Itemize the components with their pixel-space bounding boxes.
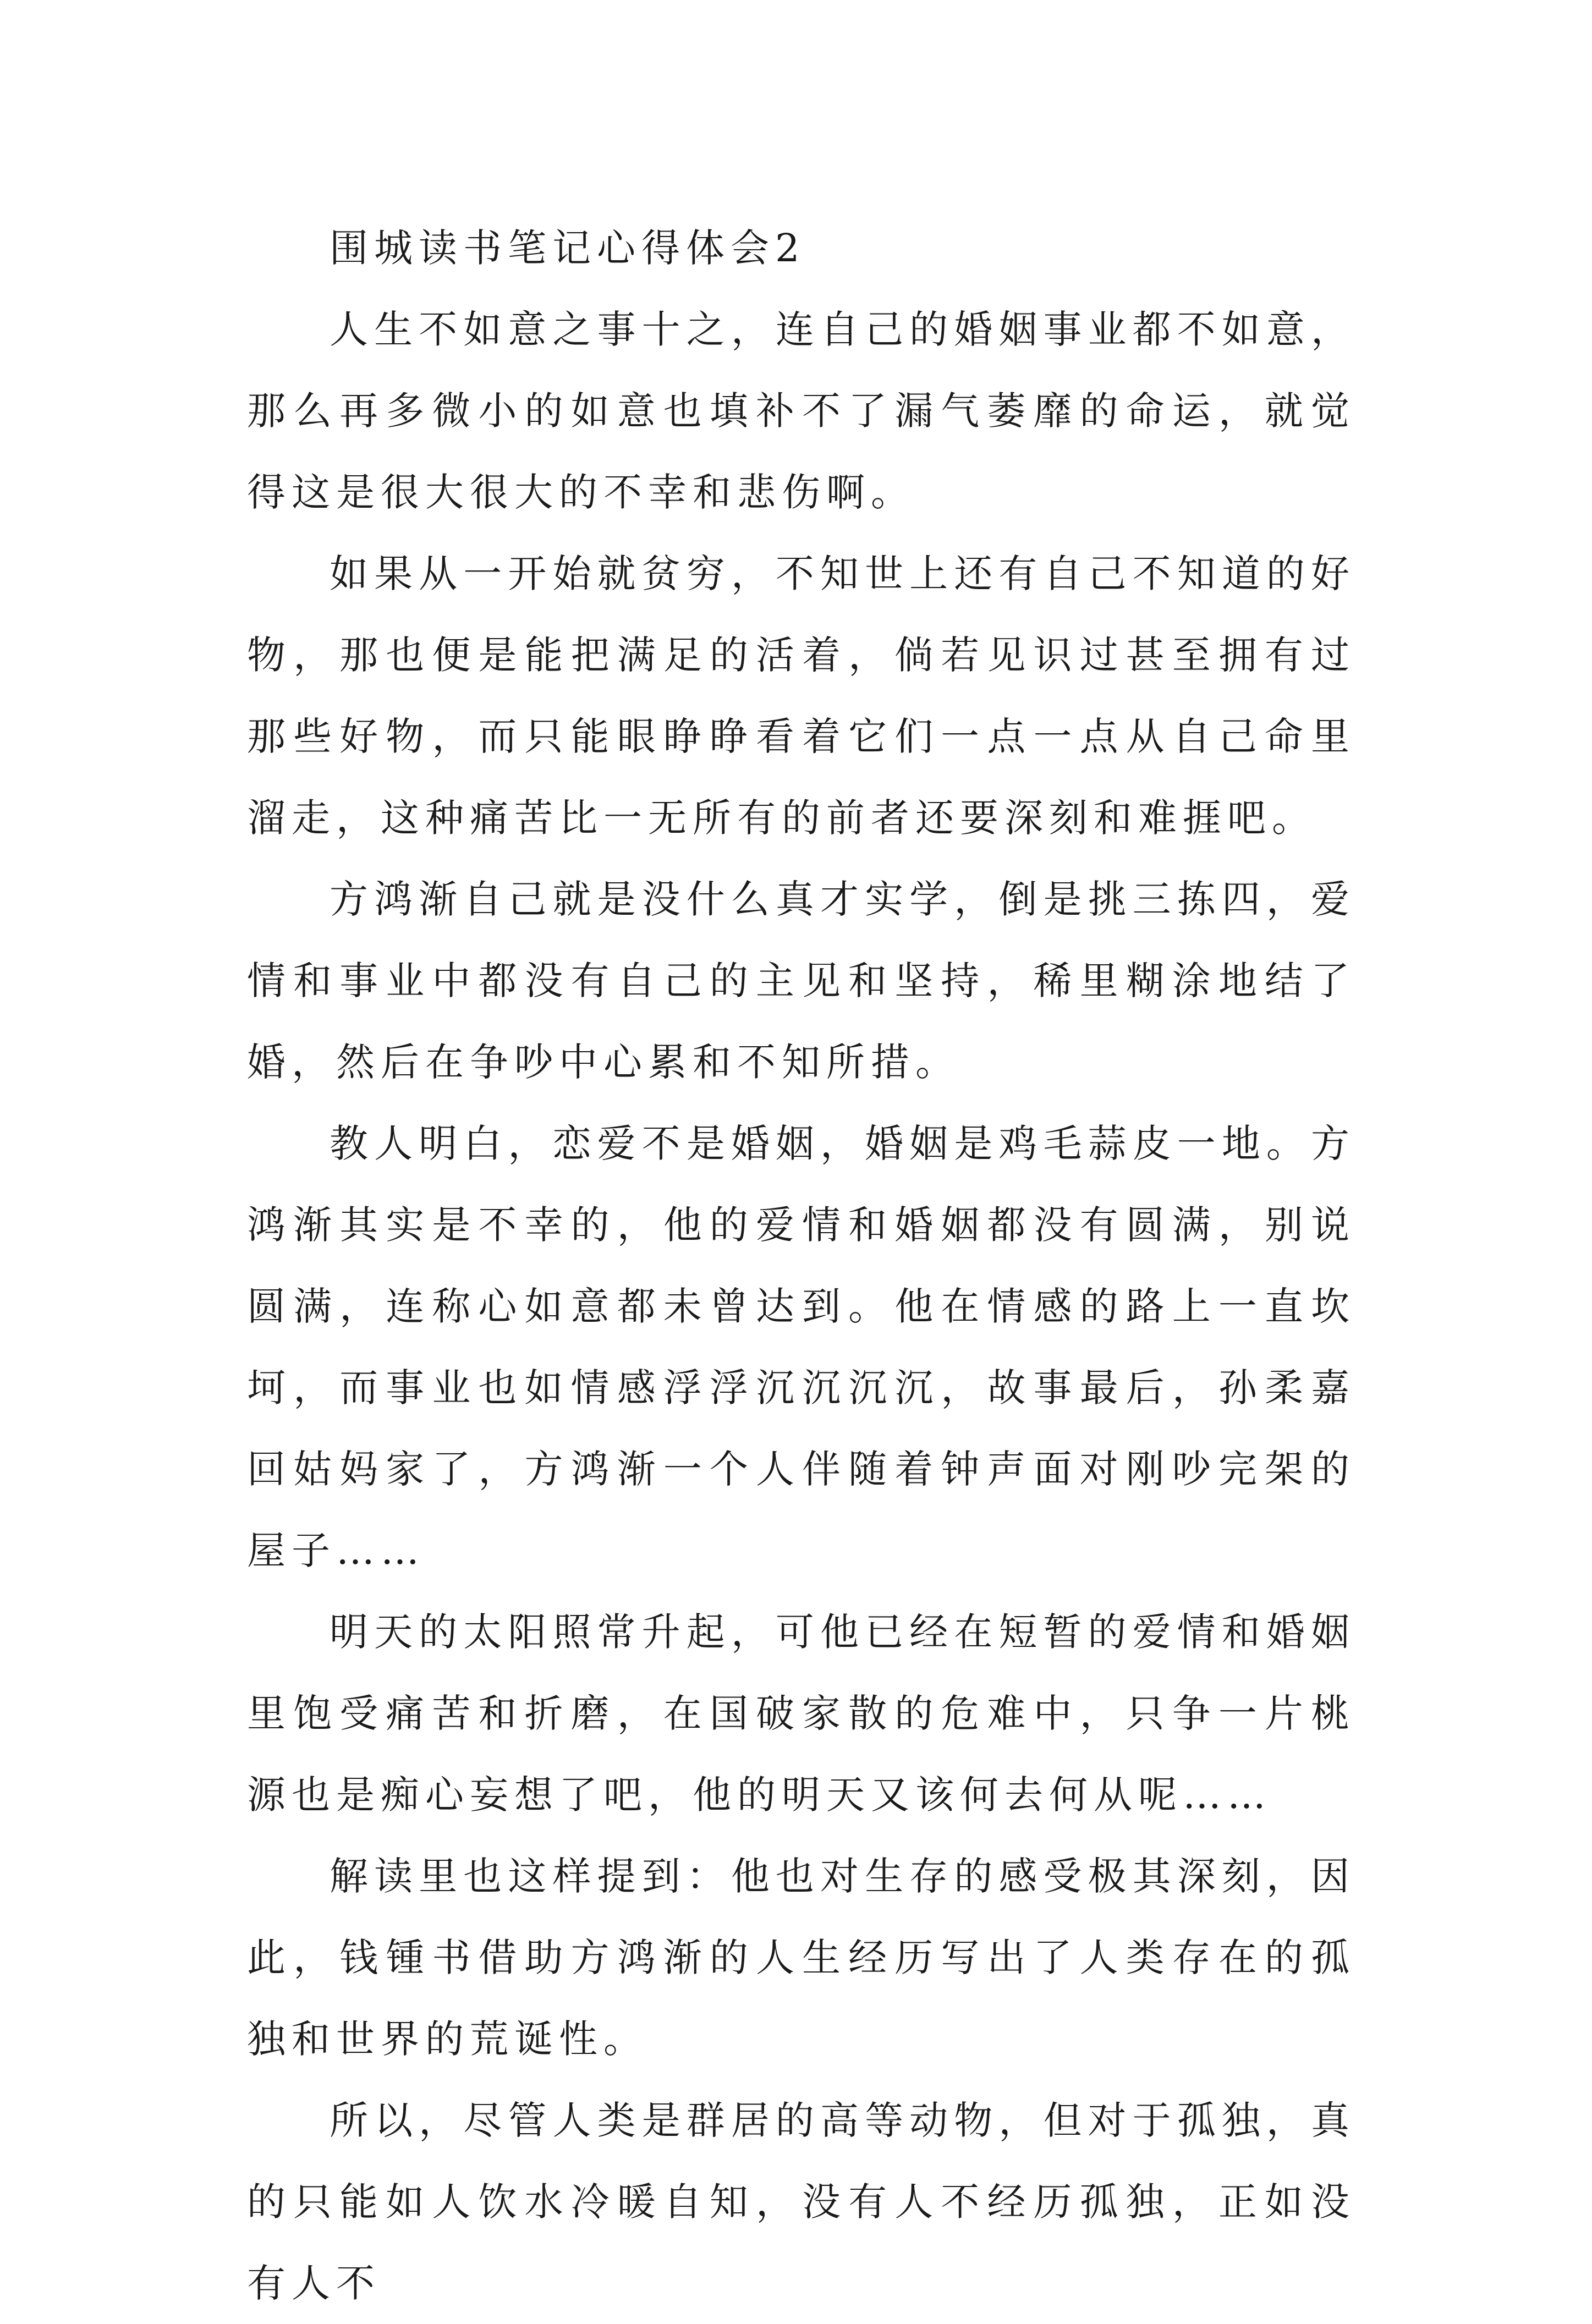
paragraph: 方鸿渐自己就是没什么真才实学，倒是挑三拣四，爱情和事业中都没有自己的主见和坚持，稀里糊涂地结了婚，然后在争吵中心累和不知所措。 [247, 877, 1355, 1085]
document-title: 围城读书笔记心得体会2 [330, 226, 806, 271]
document-body [247, 207, 1355, 2324]
paragraph: 教人明白，恋爱不是婚姻，婚姻是鸡毛蒜皮一地。方鸿渐其实是不幸的，他的爱情和婚姻都没有圆满，别说圆满，连称心如意都未曾达到。他在情感的路上一直坎坷，而事业也如情感浮浮沉沉沉沉，故事最后，孙柔嘉回姑妈家了，方鸿渐一个人伴随着钟声面对刚吵完架的屋子…… [247, 1121, 1355, 1573]
paragraph: 明天的太阳照常升起，可他已经在短暂的爱情和婚姻里饱受痛苦和折磨，在国破家散的危难中，只争一片桃源也是痴心妄想了吧，他的明天又该何去何从呢…… [247, 1609, 1355, 1817]
paragraph: 所以，尽管人类是群居的高等动物，但对于孤独，真的只能如人饮水冷暖自知，没有人不经历孤独，正如没有人不 [247, 2098, 1355, 2306]
paragraph: 人生不如意之事十之，连自己的婚姻事业都不如意，那么再多微小的如意也填补不了漏气萎靡的命运，就觉得这是很大很大的不幸和悲伤啊。 [247, 307, 1355, 515]
paragraph: 如果从一开始就贫穷，不知世上还有自己不知道的好物，那也便是能把满足的活着，倘若见识过甚至拥有过那些好物，而只能眼睁睁看着它们一点一点从自己命里溜走，这种痛苦比一无所有的前者还要深刻和难捱吧。 [247, 551, 1355, 840]
paragraph: 解读里也这样提到：他也对生存的感受极其深刻，因此，钱锺书借助方鸿渐的人生经历写出了人类存在的孤独和世界的荒诞性。 [247, 1854, 1355, 2062]
